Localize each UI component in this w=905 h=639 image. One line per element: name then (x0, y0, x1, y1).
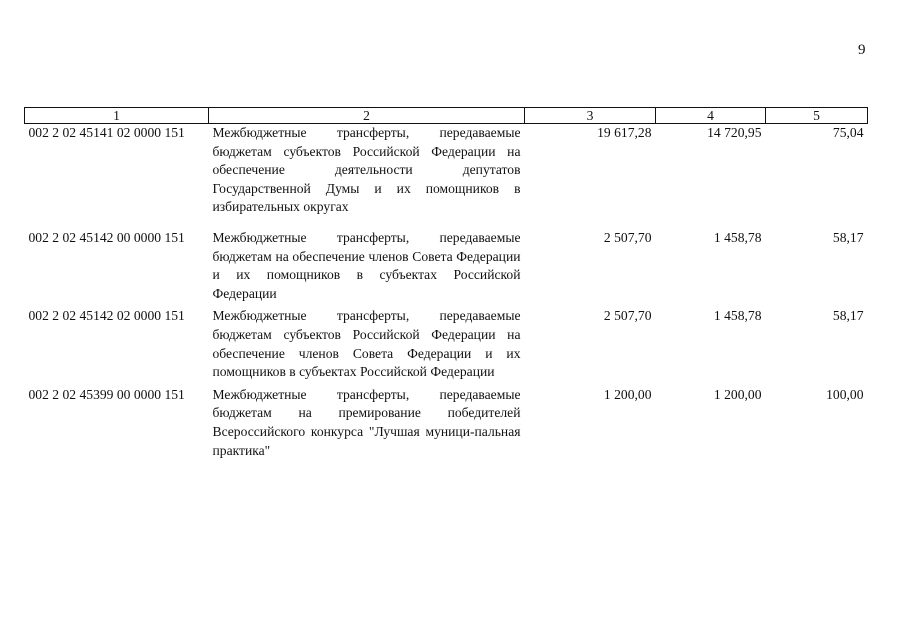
row-description: Межбюджетные трансферты, передаваемые бюджетам на премирование победителей Всероссийского конкурса "Лучшая муници-пальная практика" (212, 386, 521, 458)
budget-code: 002 2 02 45142 00 0000 151 (28, 229, 185, 245)
budget-code: 002 2 02 45142 02 0000 151 (28, 308, 185, 324)
col3-value: 2 507,70 (603, 308, 652, 324)
column-header-2: 2 (209, 108, 525, 124)
page-number: 9 (858, 42, 866, 58)
budget-code: 002 2 02 45141 02 0000 151 (28, 125, 185, 140)
column-header-3: 3 (525, 108, 656, 124)
table-row (25, 386, 868, 460)
column-header-1: 1 (25, 108, 209, 124)
col3-value: 19 617,28 (597, 125, 652, 140)
row-description: Межбюджетные трансферты, передаваемые бюджетам на обеспечение членов Совета Федерации и их помощников в субъектах Российской Федерации (212, 229, 521, 301)
table-row (25, 229, 868, 307)
col4-value: 14 720,95 (707, 125, 762, 140)
column-header-5: 5 (766, 108, 868, 124)
column-header-4: 4 (656, 108, 766, 124)
table-row (25, 124, 868, 229)
col4-value: 1 458,78 (713, 308, 762, 324)
col5-value: 100,00 (826, 386, 864, 402)
budget-table (24, 107, 868, 460)
col4-value: 1 458,78 (713, 229, 762, 245)
col4-value: 1 200,00 (713, 386, 762, 402)
col5-value: 58,17 (832, 229, 864, 245)
table-row (25, 307, 868, 385)
col3-value: 1 200,00 (603, 386, 652, 402)
col5-value: 58,17 (832, 308, 864, 324)
col5-value: 75,04 (832, 125, 864, 140)
budget-code: 002 2 02 45399 00 0000 151 (28, 386, 185, 402)
row-description: Межбюджетные трансферты, передаваемые бюджетам субъектов Российской Федерации на обеспечение деятельности депутатов Государственной Думы и их помощников в избирательных округах (212, 125, 521, 215)
column-number-header-row (25, 108, 868, 124)
col3-value: 2 507,70 (603, 229, 652, 245)
row-description: Межбюджетные трансферты, передаваемые бюджетам субъектов Российской Федерации на обеспечение членов Совета Федерации и их помощников в субъектах Российской Федерации (212, 308, 521, 380)
